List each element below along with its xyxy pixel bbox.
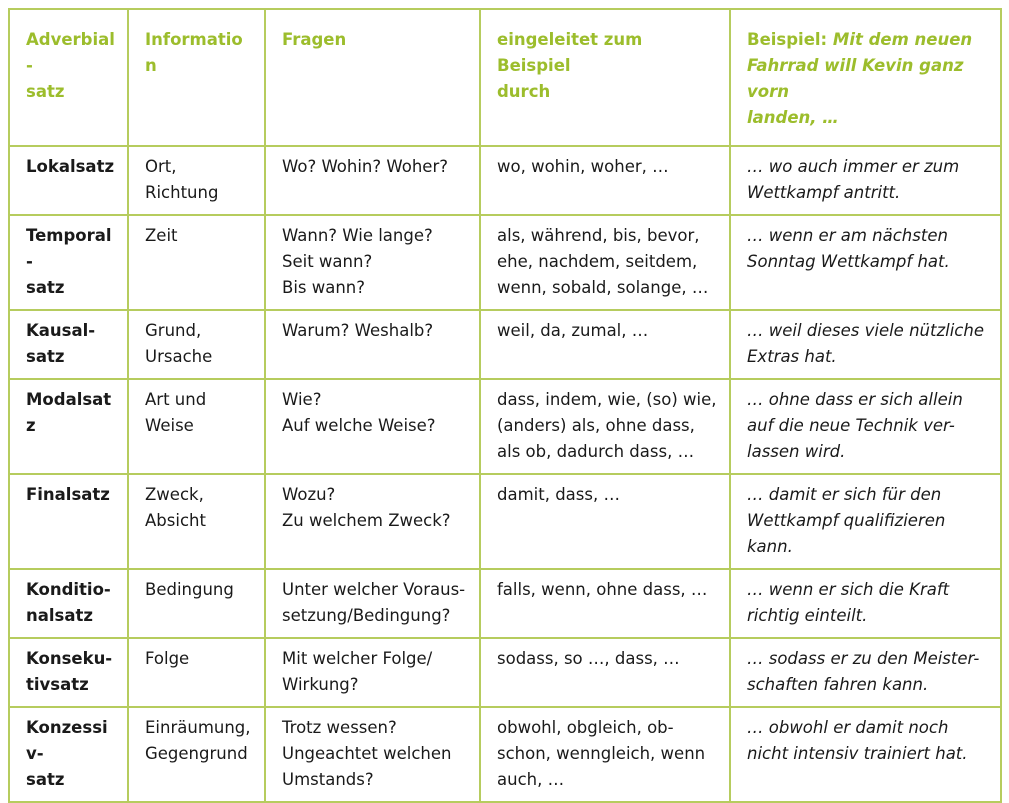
row-fragen: Mit welcher Folge/ Wirkung? [265,638,480,707]
row-fragen: Unter welcher Voraus- setzung/Bedingung? [265,569,480,638]
header-information: Information [128,9,265,146]
row-beispiel: … wenn er am nächsten Sonntag Wettkampf hat. [730,215,1001,310]
row-eingeleitet: falls, wenn, ohne dass, … [480,569,730,638]
row-beispiel: … weil dieses viele nützliche Extras hat. [730,310,1001,379]
row-beispiel: … obwohl er damit noch nicht intensiv trainiert hat. [730,707,1001,802]
row-beispiel: … wenn er sich die Kraft richtig einteilt. [730,569,1001,638]
row-eingeleitet: sodass, so …, dass, … [480,638,730,707]
row-fragen: Wann? Wie lange? Seit wann? Bis wann? [265,215,480,310]
row-information: Ort, Richtung [128,146,265,215]
table-row [9,474,1001,569]
header-beispiel-sentence: Mit dem neuen Fahrrad will Kevin ganz vorn landen, … [747,30,973,127]
adverbialsatz-table [8,8,1002,803]
header-beispiel-label: Beispiel: [747,30,833,49]
table-row [9,569,1001,638]
row-eingeleitet: damit, dass, … [480,474,730,569]
row-beispiel: … wo auch immer er zum Wettkampf antritt. [730,146,1001,215]
row-beispiel: … ohne dass er sich allein auf die neue Technik ver- lassen wird. [730,379,1001,474]
header-beispiel [730,9,1001,146]
row-term: Finalsatz [9,474,128,569]
table-row [9,379,1001,474]
row-information: Folge [128,638,265,707]
row-eingeleitet: weil, da, zumal, … [480,310,730,379]
row-term: Temporal- satz [9,215,128,310]
row-term: Konzessiv- satz [9,707,128,802]
row-term: Modalsatz [9,379,128,474]
row-information: Grund, Ursache [128,310,265,379]
table-header-row [9,9,1001,146]
header-eingeleitet: eingeleitet zum Beispiel durch [480,9,730,146]
row-eingeleitet: als, während, bis, bevor, ehe, nachdem, seitdem, wenn, sobald, solange, … [480,215,730,310]
row-fragen: Wo? Wohin? Woher? [265,146,480,215]
row-information: Art und Weise [128,379,265,474]
row-term: Kausal- satz [9,310,128,379]
row-information: Zweck, Absicht [128,474,265,569]
row-beispiel: … damit er sich für den Wettkampf qualifizieren kann. [730,474,1001,569]
row-beispiel: … sodass er zu den Meister- schaften fahren kann. [730,638,1001,707]
row-term: Konditio- nalsatz [9,569,128,638]
header-fragen: Fragen [265,9,480,146]
row-fragen: Wozu? Zu welchem Zweck? [265,474,480,569]
table-row [9,638,1001,707]
table-row [9,146,1001,215]
row-eingeleitet: obwohl, obgleich, ob- schon, wenngleich, wenn auch, … [480,707,730,802]
row-eingeleitet: dass, indem, wie, (so) wie, (anders) als, ohne dass, als ob, dadurch dass, … [480,379,730,474]
table-row [9,707,1001,802]
row-information: Einräumung, Gegengrund [128,707,265,802]
row-eingeleitet: wo, wohin, woher, … [480,146,730,215]
row-term: Lokalsatz [9,146,128,215]
row-information: Zeit [128,215,265,310]
row-fragen: Trotz wessen? Ungeachtet welchen Umstands? [265,707,480,802]
header-adverbialsatz: Adverbial- satz [9,9,128,146]
row-fragen: Wie? Auf welche Weise? [265,379,480,474]
table-row [9,310,1001,379]
row-information: Bedingung [128,569,265,638]
row-term: Konseku- tivsatz [9,638,128,707]
table-row [9,215,1001,310]
row-fragen: Warum? Weshalb? [265,310,480,379]
